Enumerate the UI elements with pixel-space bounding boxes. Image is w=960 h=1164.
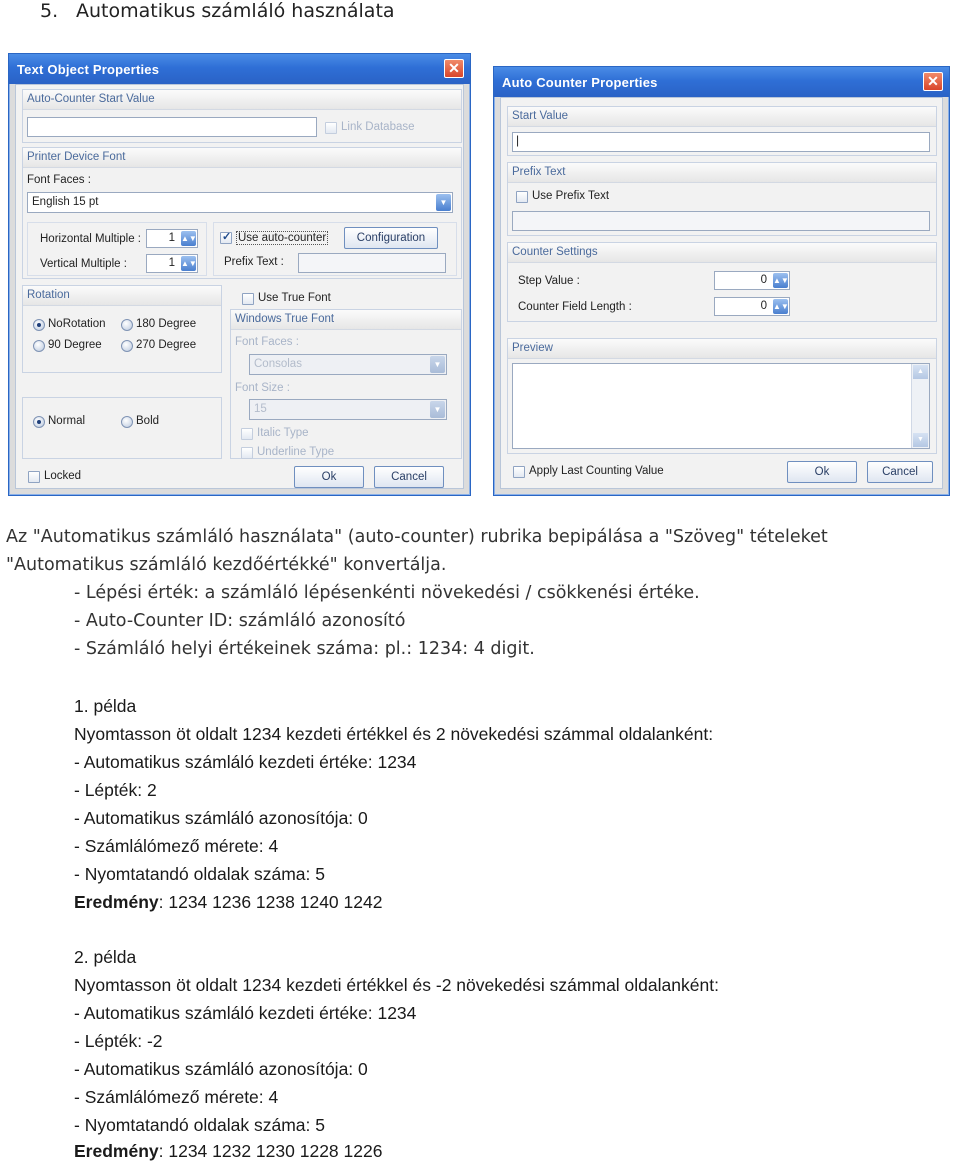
dialog-title: Auto Counter Properties bbox=[494, 67, 949, 97]
use-true-font-label: Use True Font bbox=[258, 292, 331, 304]
no-rotation-label: NoRotation bbox=[48, 318, 106, 330]
example-2-line-2: - Lépték: -2 bbox=[74, 1031, 163, 1051]
result-label: Eredmény bbox=[74, 1141, 159, 1161]
wtf-font-faces-select[interactable] bbox=[249, 354, 447, 375]
use-auto-counter-checkbox[interactable] bbox=[220, 232, 232, 244]
spin-icon[interactable]: ▲▼ bbox=[181, 256, 196, 271]
example-1-line-4: - Számlálómező mérete: 4 bbox=[74, 836, 279, 856]
multiple-subgroup bbox=[27, 222, 207, 276]
close-icon[interactable]: ✕ bbox=[923, 72, 943, 91]
group-label: Prefix Text bbox=[508, 163, 936, 183]
vertical-multiple-stepper[interactable] bbox=[146, 254, 198, 273]
cancel-button[interactable]: Cancel bbox=[374, 466, 444, 488]
close-icon[interactable]: ✕ bbox=[444, 59, 464, 78]
intro-bullet-1: - Lépési érték: a számláló lépésenkénti növekedési / csökkenési értéke. bbox=[74, 583, 700, 603]
use-prefix-text-label: Use Prefix Text bbox=[532, 190, 610, 202]
spin-icon[interactable]: ▲▼ bbox=[181, 231, 196, 246]
prefix-text-input[interactable] bbox=[298, 253, 446, 273]
prefix-text-input[interactable] bbox=[512, 211, 930, 231]
counter-field-length-label: Counter Field Length : bbox=[518, 301, 632, 313]
locked-label: Locked bbox=[44, 470, 82, 482]
horizontal-multiple-value: 1 bbox=[168, 232, 175, 244]
wtf-font-faces-value: Consolas bbox=[254, 358, 302, 370]
example-2-line-1: - Automatikus számláló kezdeti értéke: 1234 bbox=[74, 1003, 417, 1023]
section-number: 5. bbox=[40, 0, 59, 22]
chevron-down-icon: ▼ bbox=[430, 401, 445, 418]
configuration-button[interactable]: Configuration bbox=[344, 227, 438, 249]
example-1-line-3: - Automatikus számláló azonosítója: 0 bbox=[74, 808, 368, 828]
preview-group bbox=[507, 338, 937, 454]
windows-true-font-group bbox=[230, 309, 462, 459]
section-title: Automatikus számláló használata bbox=[76, 0, 395, 22]
example-2-result bbox=[74, 1137, 382, 1164]
normal-radio[interactable] bbox=[33, 416, 45, 428]
section-heading bbox=[40, 0, 395, 22]
rotation-270-label: 270 Degree bbox=[136, 339, 197, 351]
auto-counter-start-input[interactable] bbox=[27, 117, 317, 137]
rotation-90-label: 90 Degree bbox=[48, 339, 102, 351]
locked-checkbox[interactable] bbox=[28, 471, 40, 483]
group-label: Rotation bbox=[23, 286, 221, 306]
horizontal-multiple-label: Horizontal Multiple : bbox=[40, 233, 141, 245]
printer-device-font-group bbox=[22, 147, 462, 279]
example-2-title: 2. példa bbox=[74, 947, 137, 967]
example-1-line-5: - Nyomtatandó oldalak száma: 5 bbox=[74, 864, 325, 884]
result-label: Eredmény bbox=[74, 892, 159, 912]
counter-field-length-value: 0 bbox=[760, 300, 767, 312]
example-1-title: 1. példa bbox=[74, 696, 137, 716]
step-value-stepper[interactable] bbox=[714, 271, 790, 290]
auto-counter-properties-dialog bbox=[493, 66, 950, 496]
link-database-checkbox[interactable] bbox=[325, 122, 337, 134]
group-label: Printer Device Font bbox=[23, 148, 461, 168]
group-label: Auto-Counter Start Value bbox=[23, 90, 461, 110]
dialog-body bbox=[500, 97, 943, 489]
font-faces-select[interactable] bbox=[27, 192, 453, 213]
example-2-line-3: - Automatikus számláló azonosítója: 0 bbox=[74, 1059, 368, 1079]
normal-label: Normal bbox=[48, 415, 86, 427]
intro-line-2: "Automatikus számláló kezdőértékké" konvertálja. bbox=[6, 555, 447, 575]
scroll-up-icon[interactable]: ▲ bbox=[913, 365, 928, 379]
font-size-label: Font Size : bbox=[235, 382, 290, 394]
counter-settings-group bbox=[507, 242, 937, 322]
ok-button[interactable]: Ok bbox=[294, 466, 364, 488]
bold-radio[interactable] bbox=[121, 416, 133, 428]
font-size-value: 15 bbox=[254, 403, 267, 415]
apply-last-counting-value-label: Apply Last Counting Value bbox=[529, 465, 664, 477]
example-2-description: Nyomtasson öt oldalt 1234 kezdeti értékkel és -2 növekedési számmal oldalanként: bbox=[74, 975, 719, 995]
no-rotation-radio[interactable] bbox=[33, 319, 45, 331]
italic-type-checkbox[interactable] bbox=[241, 428, 253, 440]
rotation-group bbox=[22, 285, 222, 373]
dialog-body bbox=[15, 84, 464, 489]
example-1-line-1: - Automatikus számláló kezdeti értéke: 1234 bbox=[74, 752, 417, 772]
vertical-multiple-label: Vertical Multiple : bbox=[40, 258, 127, 270]
ok-button[interactable]: Ok bbox=[787, 461, 857, 483]
spin-icon[interactable]: ▲▼ bbox=[773, 273, 788, 288]
counter-field-length-stepper[interactable] bbox=[714, 297, 790, 316]
underline-type-checkbox[interactable] bbox=[241, 447, 253, 459]
intro-bullet-2: - Auto-Counter ID: számláló azonosító bbox=[74, 611, 406, 631]
prefix-text-group bbox=[507, 162, 937, 236]
start-value-group bbox=[507, 106, 937, 156]
wtf-font-faces-label: Font Faces : bbox=[235, 336, 299, 348]
group-label: Counter Settings bbox=[508, 243, 936, 263]
group-label: Preview bbox=[508, 339, 936, 359]
rotation-180-radio[interactable] bbox=[121, 319, 133, 331]
intro-line-1: Az "Automatikus számláló használata" (auto-counter) rubrika bepipálása a "Szöveg" tételeket bbox=[6, 527, 828, 547]
apply-last-counting-value-checkbox[interactable] bbox=[513, 466, 525, 478]
step-value: 0 bbox=[760, 274, 767, 286]
start-value-input[interactable]: | bbox=[512, 132, 930, 152]
preview-scrollbar[interactable] bbox=[911, 364, 929, 448]
spin-icon[interactable]: ▲▼ bbox=[773, 299, 788, 314]
auto-counter-start-group bbox=[22, 89, 462, 143]
text-object-properties-dialog bbox=[8, 53, 471, 496]
rotation-270-radio[interactable] bbox=[121, 340, 133, 352]
bold-label: Bold bbox=[136, 415, 160, 427]
use-prefix-text-checkbox[interactable] bbox=[516, 191, 528, 203]
example-1-line-2: - Lépték: 2 bbox=[74, 780, 157, 800]
auto-counter-subgroup bbox=[213, 222, 457, 276]
prefix-text-label: Prefix Text : bbox=[224, 256, 284, 268]
result-value: : 1234 1232 1230 1228 1226 bbox=[158, 1141, 383, 1161]
example-1-description: Nyomtasson öt oldalt 1234 kezdeti értékkel és 2 növekedési számmal oldalanként: bbox=[74, 724, 714, 744]
link-database-label: Link Database bbox=[341, 121, 415, 133]
use-true-font-checkbox[interactable] bbox=[242, 293, 254, 305]
example-2-line-5: - Nyomtatandó oldalak száma: 5 bbox=[74, 1115, 325, 1135]
chevron-down-icon: ▼ bbox=[436, 194, 451, 211]
rotation-90-radio[interactable] bbox=[33, 340, 45, 352]
group-label: Windows True Font bbox=[231, 310, 461, 330]
use-auto-counter-label[interactable]: Use auto-counter bbox=[238, 232, 327, 244]
scroll-down-icon[interactable]: ▼ bbox=[913, 433, 928, 447]
preview-area bbox=[512, 363, 930, 449]
result-value: : 1234 1236 1238 1240 1242 bbox=[158, 892, 383, 912]
underline-type-label: Underline Type bbox=[257, 446, 335, 458]
italic-type-label: Italic Type bbox=[257, 427, 309, 439]
cancel-button[interactable]: Cancel bbox=[867, 461, 933, 483]
weight-group bbox=[22, 397, 222, 459]
step-value-label: Step Value : bbox=[518, 275, 580, 287]
dialog-title: Text Object Properties bbox=[9, 54, 470, 84]
font-faces-label: Font Faces : bbox=[27, 174, 91, 186]
font-faces-value: English 15 pt bbox=[32, 196, 99, 208]
intro-bullet-3: - Számláló helyi értékeinek száma: pl.: 1234: 4 digit. bbox=[74, 639, 535, 659]
example-1-result bbox=[74, 888, 382, 916]
rotation-180-label: 180 Degree bbox=[136, 318, 197, 330]
vertical-multiple-value: 1 bbox=[168, 257, 175, 269]
example-2-line-4: - Számlálómező mérete: 4 bbox=[74, 1087, 279, 1107]
chevron-down-icon: ▼ bbox=[430, 356, 445, 373]
horizontal-multiple-stepper[interactable] bbox=[146, 229, 198, 248]
font-size-select[interactable] bbox=[249, 399, 447, 420]
group-label: Start Value bbox=[508, 107, 936, 127]
